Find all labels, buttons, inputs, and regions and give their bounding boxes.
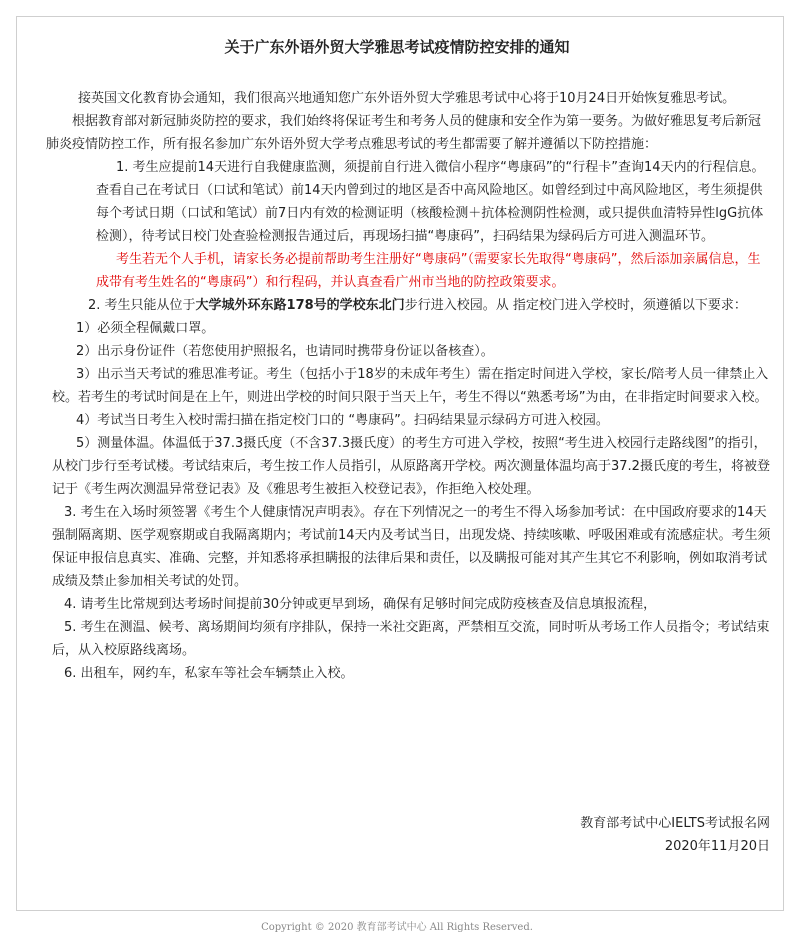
sub-item-1: 1）必须全程佩戴口罩。 bbox=[76, 321, 215, 336]
signature-org: 教育部考试中心IELTS考试报名网 bbox=[580, 816, 770, 831]
intro-paragraph-1: 接英国文化教育协会通知，我们很高兴地通知您广东外语外贸大学雅思考试中心将于10月24日开始恢复雅思考试。 bbox=[78, 91, 736, 106]
item-5: 5. 考生在测温、候考、离场期间均须有序排队，保持一米社交距离，严禁相互交流，同时听从考场工作人员指令；考试结束后，从入校原路线离场。 bbox=[52, 620, 770, 658]
notice-body bbox=[46, 87, 772, 685]
signature-block bbox=[580, 812, 770, 858]
item-2-pre: 2. 考生只能从位于 bbox=[88, 298, 196, 313]
sub-item-4: 4）考试当日考生入校时需扫描在指定校门口的 “粤康码”。扫码结果显示绿码方可进入校园。 bbox=[76, 413, 609, 428]
item-2-gate: 大学城外环东路178号的学校东北门 bbox=[195, 298, 405, 313]
item-4: 4. 请考生比常规到达考场时间提前30分钟或更早到场，确保有足够时间完成防疫核查及信息填报流程， bbox=[64, 597, 657, 612]
item-2-post: 步行进入校园。从 指定校门进入学校时，须遵循以下要求： bbox=[404, 298, 747, 313]
signature-date: 2020年11月20日 bbox=[664, 839, 770, 854]
intro-paragraph-2: 根据教育部对新冠肺炎防控的要求，我们始终将保证考生和考务人员的健康和安全作为第一要务。为做好雅思复考后新冠肺炎疫情防控工作，所有报名参加广东外语外贸大学考点雅思考试的考生都需要了解并遵循以下防控措施： bbox=[46, 114, 762, 152]
notice-title: 关于广东外语外贸大学雅思考试疫情防控安排的通知 bbox=[224, 38, 570, 56]
item-2 bbox=[52, 294, 772, 317]
sub-item-2: 2）出示身份证件（若您使用护照报名，也请同时携带身份证以备核查）。 bbox=[76, 344, 494, 359]
item-3: 3. 考生在入场时须签署《考生个人健康情况声明表》。存在下列情况之一的考生不得入场参加考试：在中国政府要求的14天强制隔离期、医学观察期或自我隔离期内；考试前14天内及考试当日，出现发烧、持续咳嗽、呼吸困难或有流感症状。考生须保证申报信息真实、准确、完整，并知悉将承担瞒报的法律后果和责任，以及瞒报可能对其产生其它不利影响，例如取消考试成绩及禁止参加相关考试的处罚。 bbox=[52, 505, 771, 589]
sub-item-3: 3）出示当天考试的雅思准考证。考生（包括小于18岁的未成年考生）需在指定时间进入学校，家长/陪考人员一律禁止入校。若考生的考试时间是在上午，则进出学校的时间只限于当天上午，考生不得以“熟悉考场”为由，在非指定时间要求入校。 bbox=[52, 367, 769, 405]
copyright-footer: Copyright © 2020 教育部考试中心 All Rights Reserved. bbox=[261, 922, 533, 933]
item-1: 1. 考生应提前14天进行自我健康监测，须提前自行进入微信小程序“粤康码”的“行程卡”查询14天内的行程信息。查看自己在考试日（口试和笔试）前14天内曾到过的地区是否中高风险地区。如曾经到过中高风险地区，考生须提供每个考试日期（口试和笔试）前7日内有效的检测证明（核酸检测＋抗体检测阴性检测，或只提供血清特异性lgG抗体检测），待考试日校门处查验检测报告通过后，再现场扫描“粤康码”，扫码结果为绿码后方可进入测温环节。 bbox=[96, 160, 765, 244]
item-1-warning: 考生若无个人手机，请家长务必提前帮助考生注册好“粤康码”（需要家长先取得“粤康码”，然后添加亲属信息，生成带有考生姓名的“粤康码”）和行程码，并认真查看广州市当地的防控政策要求。 bbox=[96, 252, 761, 290]
sub-item-5: 5）测量体温。体温低于37.3摄氏度（不含37.3摄氏度）的考生方可进入学校，按照“考生进入校园行走路线图”的指引，从校门步行至考试楼。考试结束后，考生按工作人员指引，从原路离开学校。两次测量体温均高于37.2摄氏度的考生，将被登记于《考生两次测温异常登记表》及《雅思考生被拒入校登记表》，作拒绝入校处理。 bbox=[52, 436, 770, 497]
item-6: 6. 出租车，网约车，私家车等社会车辆禁止入校。 bbox=[64, 666, 354, 681]
